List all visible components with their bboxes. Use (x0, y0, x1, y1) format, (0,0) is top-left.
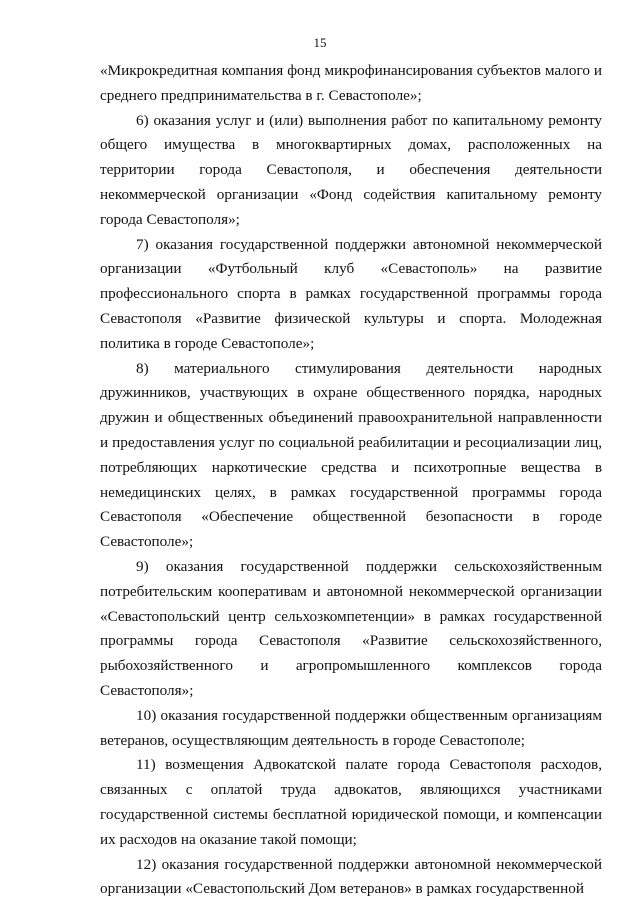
paragraph-continuation: «Микрокредитная компания фонд микрофинансирования субъектов малого и среднего предпринимательства в г. Севастополе»; (100, 62, 602, 104)
paragraph-item-6: 6) оказания услуг и (или) выполнения работ по капитальному ремонту общего имущества в многоквартирных домах, расположенных на территории города Севастополя, и обеспечения деятельности некоммерческой организации «Фонд содействия капитальному ремонту города Севастополя»; (100, 111, 602, 228)
page-number: 15 (313, 35, 327, 50)
paragraph-item-8: 8) материального стимулирования деятельности народных дружинников, участвующих в охране общественного порядка, народных дружин и общественных объединений правоохранительной направленности и предоставления услуг по социальной реабилитации и ресоциализации лиц, потребляющих наркотические средства и психотропные вещества в немедицинских целях, в рамках государственной программы города Севастополя «Обеспечение общественной безопасности в городе Севастополе»; (100, 359, 602, 551)
paragraph-item-7: 7) оказания государственной поддержки автономной некоммерческой организации «Футбольный клуб «Севастополь» на развитие профессионального спорта в рамках государственной программы города Севастополя «Развитие физической культуры и спорта. Молодежная политика в городе Севастополе»; (100, 235, 602, 352)
paragraph-item-12: 12) оказания государственной поддержки автономной некоммерческой организации «Севастопольский Дом ветеранов» в рамках государственной (100, 855, 602, 898)
paragraph-item-9: 9) оказания государственной поддержки сельскохозяйственным потребительским кооперативам и автономной некоммерческой организации «Севастопольский центр сельхозкомпетенции» в рамках государственной программы города Севастополя «Развитие сельскохозяйственного, рыбохозяйственного и агропромышленного комплексов города Севастополя»; (100, 557, 602, 699)
paragraph-item-10: 10) оказания государственной поддержки общественным организациям ветеранов, осуществляющим деятельность в городе Севастополе; (100, 706, 602, 749)
document-body (100, 59, 602, 902)
paragraph-item-11: 11) возмещения Адвокатской палате города Севастополя расходов, связанных с оплатой труда адвокатов, являющихся участниками государственной системы бесплатной юридической помощи, и компенсации их расходов на оказание такой помощи; (100, 756, 602, 848)
